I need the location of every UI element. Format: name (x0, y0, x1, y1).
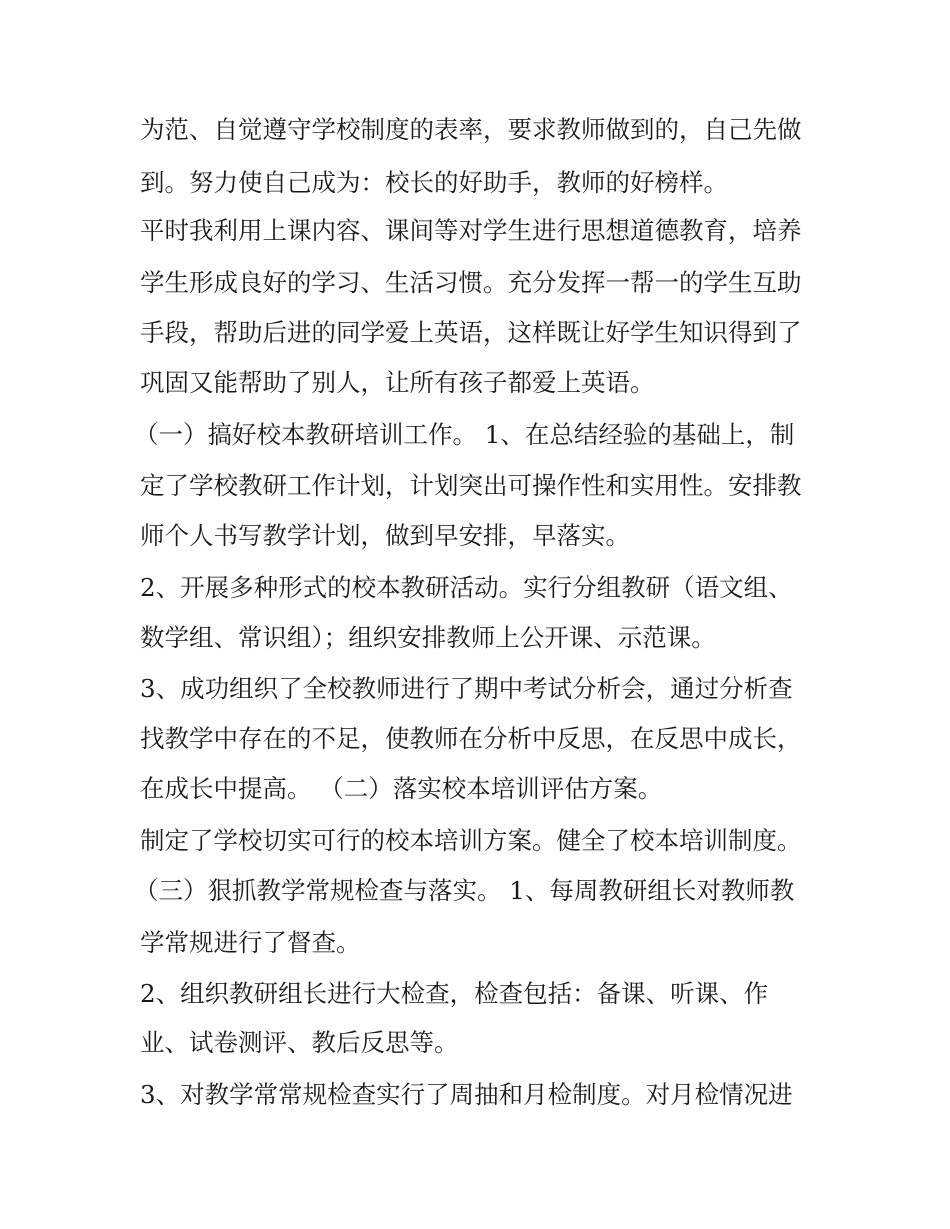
text-line-9: 师个人书写教学计划，做到早安排，早落实。 (140, 521, 630, 550)
text-line-15: 制定了学校切实可行的校本培训方案。健全了校本培训制度。 (140, 826, 802, 855)
text-line-6: 巩固又能帮助了别人，让所有孩子都爱上英语。 (140, 368, 655, 397)
text-line-8: 定了学校教研工作计划，计划突出可操作性和实用性。安排教 (140, 471, 802, 500)
text-line-13: 找教学中存在的不足，使教师在分析中反思，在反思中成长， (140, 724, 802, 753)
text-line-5: 手段，帮助后进的同学爱上英语，这样既让好学生知识得到了 (140, 318, 802, 347)
text-line-17: 学常规进行了督查。 (140, 928, 361, 957)
text-line-12: 3、成功组织了全校教师进行了期中考试分析会，通过分析查 (140, 674, 793, 703)
text-line-18: 2、组织教研组长进行大检查，检查包括：备课、听课、作 (140, 979, 769, 1008)
text-line-14: 在成长中提高。 （二）落实校本培训评估方案。 (140, 774, 663, 803)
text-line-10: 2、开展多种形式的校本教研活动。实行分组教研（语文组、 (140, 573, 793, 602)
text-line-2: 到。努力使自己成为：校长的好助手，教师的好榜样。 (140, 168, 728, 197)
text-line-19: 业、试卷测评、教后反思等。 (140, 1028, 459, 1057)
text-line-1: 为范、自觉遵守学校制度的表率，要求教师做到的，自己先做 (140, 115, 802, 144)
text-line-4: 学生形成良好的学习、生活习惯。充分发挥一帮一的学生互助 (140, 268, 802, 297)
text-line-16: （三）狠抓教学常规检查与落实。 1、每周教研组长对教师教 (134, 876, 795, 905)
text-line-3: 平时我利用上课内容、课间等对学生进行思想道德教育，培养 (140, 216, 802, 245)
text-line-11: 数学组、常识组）；组织安排教师上公开课、示范课。 (140, 623, 716, 652)
text-line-20: 3、对教学常常规检查实行了周抽和月检制度。对月检情况进 (140, 1080, 793, 1109)
text-line-7: （一）搞好校本教研培训工作。 1、在总结经验的基础上，制 (134, 420, 795, 449)
